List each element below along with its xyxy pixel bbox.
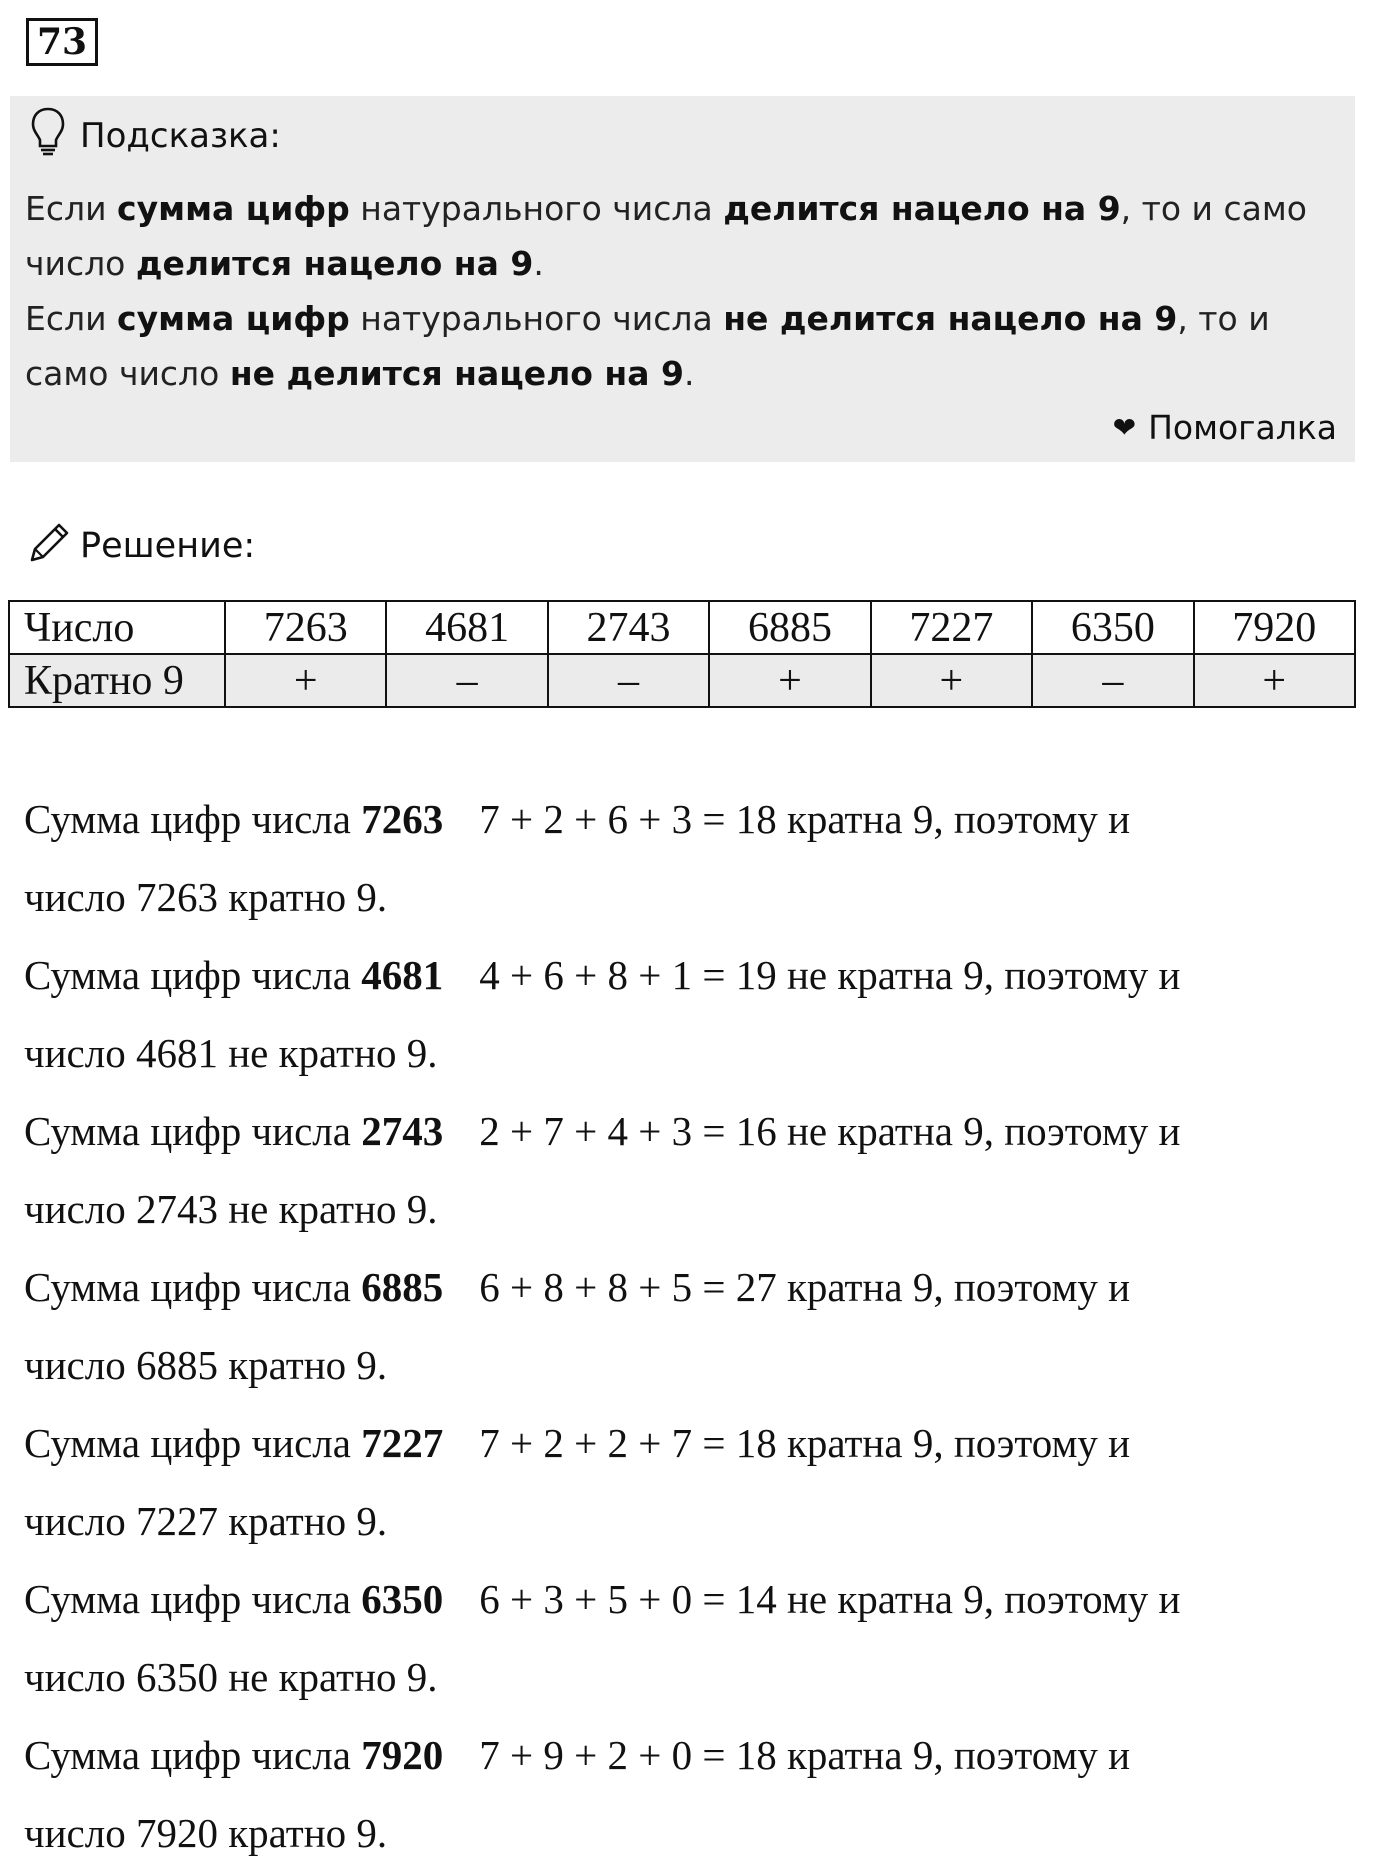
hint-line: само число не делится нацело на 9.: [25, 354, 695, 393]
table-cell: 2743: [548, 601, 709, 654]
step-line: число 4681 не кратно 9.: [24, 1030, 438, 1076]
solution-step: [24, 1248, 1364, 1404]
hint-line: Если сумма цифр натурального числа делится нацело на 9, то и само: [25, 189, 1307, 228]
step-line: Сумма цифр числа 2743 2 + 7 + 4 + 3 = 16 не кратна 9, поэтому и: [24, 1108, 1181, 1154]
table-cell: 6350: [1032, 601, 1193, 654]
table-cell: +: [1194, 654, 1355, 707]
step-line: Сумма цифр числа 6885 6 + 8 + 8 + 5 = 27 кратна 9, поэтому и: [24, 1264, 1131, 1310]
heart-icon: ❤: [1112, 410, 1137, 444]
hint-footer-label: Помогалка: [1148, 408, 1337, 447]
hint-footer: [1113, 408, 1337, 447]
task-number: 73: [26, 18, 98, 66]
hint-box: [10, 96, 1355, 462]
solution-step: [24, 780, 1364, 936]
hint-line: число делится нацело на 9.: [25, 244, 544, 283]
table-cell: +: [709, 654, 870, 707]
solution-header: [26, 514, 255, 578]
table-cell: –: [548, 654, 709, 707]
lightbulb-icon: [30, 106, 66, 167]
solution-steps: [24, 780, 1364, 1872]
hint-line: Если сумма цифр натурального числа не делится нацело на 9, то и: [25, 299, 1270, 338]
solution-step: [24, 1092, 1364, 1248]
step-line: Сумма цифр числа 7920 7 + 9 + 2 + 0 = 18 кратна 9, поэтому и: [24, 1732, 1131, 1778]
step-line: число 7920 кратно 9.: [24, 1810, 388, 1856]
hint-header: [30, 106, 281, 166]
table-cell: 6885: [709, 601, 870, 654]
table-cell: –: [386, 654, 547, 707]
step-line: число 6350 не кратно 9.: [24, 1654, 438, 1700]
hint-text: [25, 181, 1345, 401]
solution-step: [24, 1716, 1364, 1872]
step-line: число 7227 кратно 9.: [24, 1498, 388, 1544]
table-row-label: Кратно 9: [9, 654, 225, 707]
answer-table: [8, 600, 1356, 708]
table-cell: –: [1032, 654, 1193, 707]
table-row: [9, 601, 1355, 654]
table-row-label: Число: [9, 601, 225, 654]
table-cell: 7227: [871, 601, 1032, 654]
step-line: число 7263 кратно 9.: [24, 874, 388, 920]
table-row: [9, 654, 1355, 707]
table-cell: 7263: [225, 601, 386, 654]
hint-title: Подсказка:: [80, 116, 281, 156]
solution-step: [24, 936, 1364, 1092]
step-line: Сумма цифр числа 7227 7 + 2 + 2 + 7 = 18 кратна 9, поэтому и: [24, 1420, 1131, 1466]
solution-title: Решение:: [80, 526, 256, 566]
solution-step: [24, 1404, 1364, 1560]
step-line: число 2743 не кратно 9.: [24, 1186, 438, 1232]
solution-step: [24, 1560, 1364, 1716]
table-cell: 7920: [1194, 601, 1355, 654]
table-cell: +: [871, 654, 1032, 707]
step-line: число 6885 кратно 9.: [24, 1342, 388, 1388]
step-line: Сумма цифр числа 7263 7 + 2 + 6 + 3 = 18 кратна 9, поэтому и: [24, 796, 1131, 842]
table-cell: 4681: [386, 601, 547, 654]
pencil-icon: [26, 518, 72, 575]
step-line: Сумма цифр числа 6350 6 + 3 + 5 + 0 = 14 не кратна 9, поэтому и: [24, 1576, 1181, 1622]
step-line: Сумма цифр числа 4681 4 + 6 + 8 + 1 = 19 не кратна 9, поэтому и: [24, 952, 1181, 998]
table-cell: +: [225, 654, 386, 707]
